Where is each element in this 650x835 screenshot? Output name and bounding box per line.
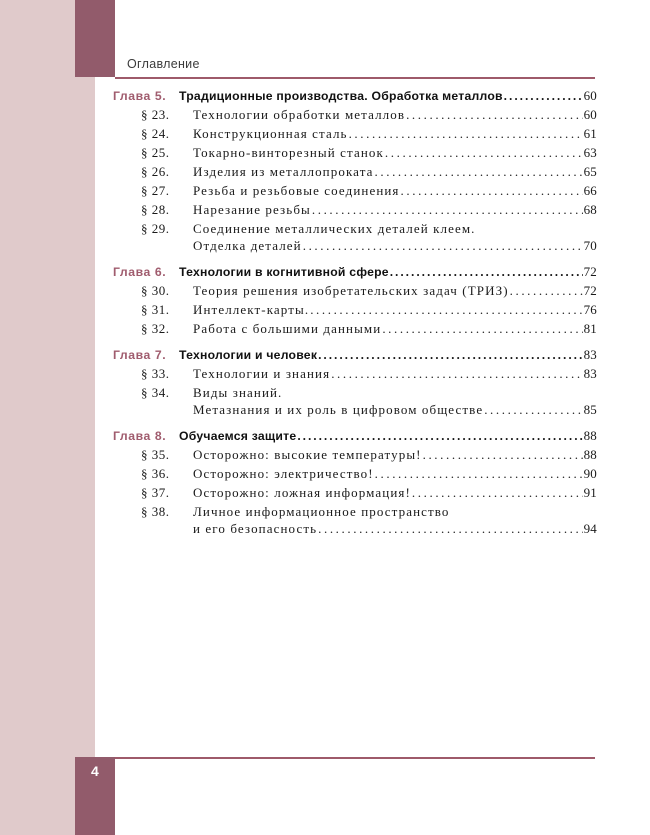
- entry-page-number: 88: [583, 447, 597, 462]
- entry-page-number: 91: [583, 485, 597, 500]
- toc-section-row[interactable]: [113, 283, 597, 299]
- section-title: Токарно-винторезный станок: [193, 145, 384, 160]
- decorative-corner-block-bottom: [75, 757, 115, 835]
- dot-leader: [423, 447, 583, 463]
- section-number: § 28.: [141, 202, 170, 217]
- section-title: Виды знаний.: [193, 385, 283, 400]
- entry-page-number: 81: [583, 321, 597, 336]
- section-number: § 36.: [141, 466, 170, 481]
- entry-page-number: 83: [583, 347, 597, 362]
- chapter-number: Глава 7.: [113, 348, 167, 362]
- entry-page-number: 63: [583, 145, 597, 160]
- toc-section-row[interactable]: [113, 145, 597, 161]
- dot-leader: [375, 466, 583, 482]
- section-number: § 37.: [141, 485, 170, 500]
- toc-section-row-continuation[interactable]: [113, 402, 597, 418]
- section-title: Работа с большими данными: [193, 321, 382, 336]
- section-number: § 38.: [141, 504, 170, 519]
- dot-leader: [375, 164, 583, 180]
- section-number: § 34.: [141, 385, 170, 400]
- entry-page-number: 72: [583, 283, 597, 298]
- toc-section-row[interactable]: [113, 221, 597, 237]
- toc-section-row[interactable]: [113, 302, 597, 318]
- dot-leader: [382, 321, 582, 337]
- table-of-contents: [113, 88, 597, 543]
- section-title: Технологии обработки металлов: [193, 107, 406, 122]
- running-head: Оглавление: [127, 57, 200, 71]
- chapter-title: Технологии и человек: [179, 348, 318, 362]
- dot-leader: [318, 348, 582, 363]
- toc-section-row[interactable]: [113, 366, 597, 382]
- section-title-line2: Отделка деталей: [193, 238, 302, 253]
- section-number: § 24.: [141, 126, 170, 141]
- section-title: Нарезание резьбы: [193, 202, 311, 217]
- toc-section-row[interactable]: [113, 504, 597, 520]
- dot-leader: [303, 238, 583, 254]
- section-number: § 27.: [141, 183, 170, 198]
- dot-leader: [385, 145, 583, 161]
- section-title: Изделия из металлопроката: [193, 164, 374, 179]
- section-title: Осторожно: ложная информация!: [193, 485, 411, 500]
- decorative-left-margin-band: [0, 0, 95, 835]
- toc-section-row-continuation[interactable]: [113, 238, 597, 254]
- chapter-title: Технологии в когнитивной сфере: [179, 265, 389, 279]
- toc-section-row[interactable]: [113, 202, 597, 218]
- section-title: Теория решения изобретательских задач (ТРИЗ): [193, 283, 509, 298]
- section-number: § 26.: [141, 164, 170, 179]
- toc-section-row[interactable]: [113, 126, 597, 142]
- dot-leader: [349, 126, 583, 142]
- section-title: Осторожно: высокие температуры!: [193, 447, 422, 462]
- entry-page-number: 72: [583, 264, 597, 279]
- dot-leader: [401, 183, 583, 199]
- entry-page-number: 60: [583, 88, 597, 103]
- toc-section-row[interactable]: [113, 385, 597, 401]
- toc-section-row[interactable]: [113, 107, 597, 123]
- entry-page-number: 60: [583, 107, 597, 122]
- section-number: § 35.: [141, 447, 170, 462]
- chapter-number: Глава 6.: [113, 265, 167, 279]
- entry-page-number: 94: [583, 521, 597, 536]
- section-number: § 25.: [141, 145, 170, 160]
- entry-page-number: 88: [583, 428, 597, 443]
- toc-chapter-row[interactable]: [113, 428, 597, 444]
- toc-chapter-row[interactable]: [113, 347, 597, 363]
- dot-leader: [406, 107, 583, 123]
- section-number: § 30.: [141, 283, 170, 298]
- toc-section-row[interactable]: [113, 485, 597, 501]
- entry-page-number: 83: [583, 366, 597, 381]
- entry-page-number: 68: [583, 202, 597, 217]
- section-title-line2: и его безопасность: [193, 521, 318, 536]
- footer-rule: [115, 757, 595, 759]
- section-title: Конструкционная сталь: [193, 126, 348, 141]
- section-title: Личное информационное пространство: [193, 504, 450, 519]
- toc-section-row[interactable]: [113, 447, 597, 463]
- dot-leader: [390, 265, 583, 280]
- dot-leader: [331, 366, 582, 382]
- toc-chapter-row[interactable]: [113, 264, 597, 280]
- toc-section-row[interactable]: [113, 321, 597, 337]
- decorative-corner-block-top: [75, 0, 115, 77]
- entry-page-number: 66: [583, 183, 597, 198]
- toc-section-row[interactable]: [113, 164, 597, 180]
- section-title: Технологии и знания: [193, 366, 331, 381]
- dot-leader: [297, 429, 582, 444]
- dot-leader: [504, 89, 583, 104]
- header-rule: [115, 77, 595, 79]
- toc-chapter-row[interactable]: [113, 88, 597, 104]
- chapter-number: Глава 8.: [113, 429, 167, 443]
- toc-section-row[interactable]: [113, 466, 597, 482]
- section-title: Интеллект-карты.: [193, 302, 310, 317]
- dot-leader: [510, 283, 583, 299]
- section-number: § 33.: [141, 366, 170, 381]
- section-title: Резьба и резьбовые соединения: [193, 183, 400, 198]
- entry-page-number: 70: [583, 238, 597, 253]
- dot-leader: [318, 521, 582, 537]
- chapter-title: Обучаемся защите: [179, 429, 297, 443]
- section-number: § 29.: [141, 221, 170, 236]
- dot-leader: [484, 402, 582, 418]
- section-title: Осторожно: электричество!: [193, 466, 374, 481]
- page-number: 4: [91, 763, 99, 779]
- section-number: § 23.: [141, 107, 170, 122]
- section-number: § 32.: [141, 321, 170, 336]
- entry-page-number: 76: [583, 302, 597, 317]
- entry-page-number: 61: [583, 126, 597, 141]
- dot-leader: [412, 485, 583, 501]
- dot-leader: [312, 202, 583, 218]
- toc-section-row-continuation[interactable]: [113, 521, 597, 537]
- entry-page-number: 85: [583, 402, 597, 417]
- chapter-number: Глава 5.: [113, 89, 167, 103]
- section-number: § 31.: [141, 302, 170, 317]
- section-title-line2: Метазнания и их роль в цифровом обществе: [193, 402, 484, 417]
- section-title: Соединение металлических деталей клеем.: [193, 221, 476, 236]
- chapter-title: Традиционные производства. Обработка металлов: [179, 89, 503, 103]
- entry-page-number: 90: [583, 466, 597, 481]
- toc-section-row[interactable]: [113, 183, 597, 199]
- dot-leader: [310, 302, 582, 318]
- entry-page-number: 65: [583, 164, 597, 179]
